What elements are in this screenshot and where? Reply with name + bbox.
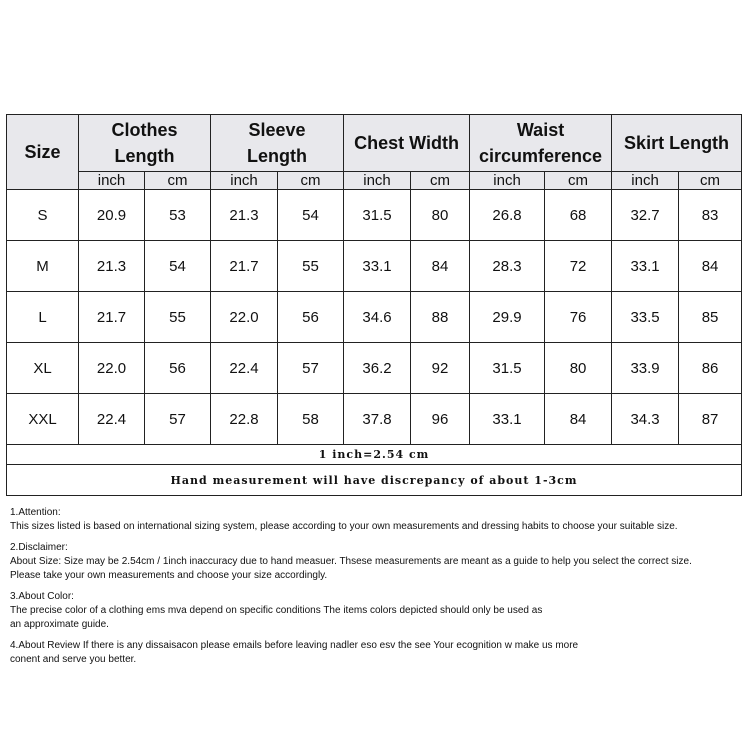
value-cell: 34.3 [612,394,679,445]
header-sleeve-length: Sleeve Length [211,115,344,172]
value-cell: 72 [545,241,612,292]
table-row [7,394,742,445]
unit-label: inch [344,172,411,190]
value-cell: 58 [278,394,344,445]
value-cell: 57 [145,394,211,445]
value-cell: 31.5 [470,343,545,394]
size-cell: XL [7,343,79,394]
unit-label: cm [278,172,344,190]
header-row [7,115,742,172]
value-cell: 68 [545,190,612,241]
note-heading: 3.About Color: [10,591,74,602]
header-skirt-length: Skirt Length [612,115,742,172]
header-size: Size [7,115,79,190]
header-clothes-length: Clothes Length [79,115,211,172]
value-cell: 29.9 [470,292,545,343]
value-cell: 33.5 [612,292,679,343]
note-disclaimer [10,541,746,583]
unit-label: inch [79,172,145,190]
discrepancy-row [7,465,742,496]
unit-label: cm [145,172,211,190]
value-cell: 55 [278,241,344,292]
value-cell: 80 [545,343,612,394]
value-cell: 22.8 [211,394,278,445]
table-row [7,241,742,292]
value-cell: 21.3 [79,241,145,292]
discrepancy-note: Hand measurement will have discrepancy of about 1-3cm [7,465,742,496]
value-cell: 87 [679,394,742,445]
value-cell: 53 [145,190,211,241]
note-text: conent and serve you better. [10,654,137,665]
value-cell: 20.9 [79,190,145,241]
value-cell: 32.7 [612,190,679,241]
header-chest-width: Chest Width [344,115,470,172]
value-cell: 22.0 [211,292,278,343]
note-text: Please take your own measurements and choose your size accordingly. [10,570,328,581]
note-heading: 1.Attention: [10,507,61,518]
value-cell: 85 [679,292,742,343]
note-text: About Size: Size may be 2.54cm / 1inch inaccuracy due to hand measuer. Thsese measurements are meant as a guide to help you select the correct size. [10,556,692,567]
value-cell: 92 [411,343,470,394]
value-cell: 88 [411,292,470,343]
value-cell: 21.7 [211,241,278,292]
units-row [7,172,742,190]
value-cell: 54 [145,241,211,292]
note-heading: 4.About Review If there is any dissaisacon please emails before leaving nadler eso esv the see Your ecognition w make us more [10,640,579,651]
value-cell: 84 [545,394,612,445]
value-cell: 86 [679,343,742,394]
size-chart-table [6,114,742,496]
unit-label: cm [545,172,612,190]
unit-label: inch [612,172,679,190]
value-cell: 31.5 [344,190,411,241]
value-cell: 57 [278,343,344,394]
unit-label: cm [679,172,742,190]
value-cell: 54 [278,190,344,241]
size-cell: S [7,190,79,241]
conversion-note: 1 inch=2.54 cm [7,445,742,465]
value-cell: 26.8 [470,190,545,241]
value-cell: 83 [679,190,742,241]
header-waist-circumference: Waist circumference [470,115,612,172]
note-color [10,590,746,632]
value-cell: 33.1 [344,241,411,292]
value-cell: 80 [411,190,470,241]
table-row [7,190,742,241]
value-cell: 22.0 [79,343,145,394]
note-text: This sizes listed is based on international sizing system, please according to your own measurements and dressing habits to choose your suitable size. [10,521,678,532]
size-cell: XXL [7,394,79,445]
size-notes [10,506,746,674]
value-cell: 36.2 [344,343,411,394]
table-row [7,292,742,343]
table-row [7,343,742,394]
value-cell: 34.6 [344,292,411,343]
value-cell: 37.8 [344,394,411,445]
note-text: The precise color of a clothing ems mva depend on specific conditions The items colors depicted should only be used as [10,605,543,616]
unit-label: inch [470,172,545,190]
value-cell: 21.7 [79,292,145,343]
note-review [10,639,746,667]
size-cell: L [7,292,79,343]
value-cell: 22.4 [79,394,145,445]
unit-label: inch [211,172,278,190]
value-cell: 33.1 [612,241,679,292]
note-attention [10,506,746,534]
conversion-row [7,445,742,465]
value-cell: 22.4 [211,343,278,394]
value-cell: 33.1 [470,394,545,445]
value-cell: 96 [411,394,470,445]
value-cell: 84 [411,241,470,292]
unit-label: cm [411,172,470,190]
value-cell: 21.3 [211,190,278,241]
note-text: an approximate guide. [10,619,109,630]
value-cell: 76 [545,292,612,343]
note-heading: 2.Disclaimer: [10,542,68,553]
value-cell: 33.9 [612,343,679,394]
size-cell: M [7,241,79,292]
value-cell: 28.3 [470,241,545,292]
value-cell: 55 [145,292,211,343]
value-cell: 84 [679,241,742,292]
value-cell: 56 [145,343,211,394]
value-cell: 56 [278,292,344,343]
